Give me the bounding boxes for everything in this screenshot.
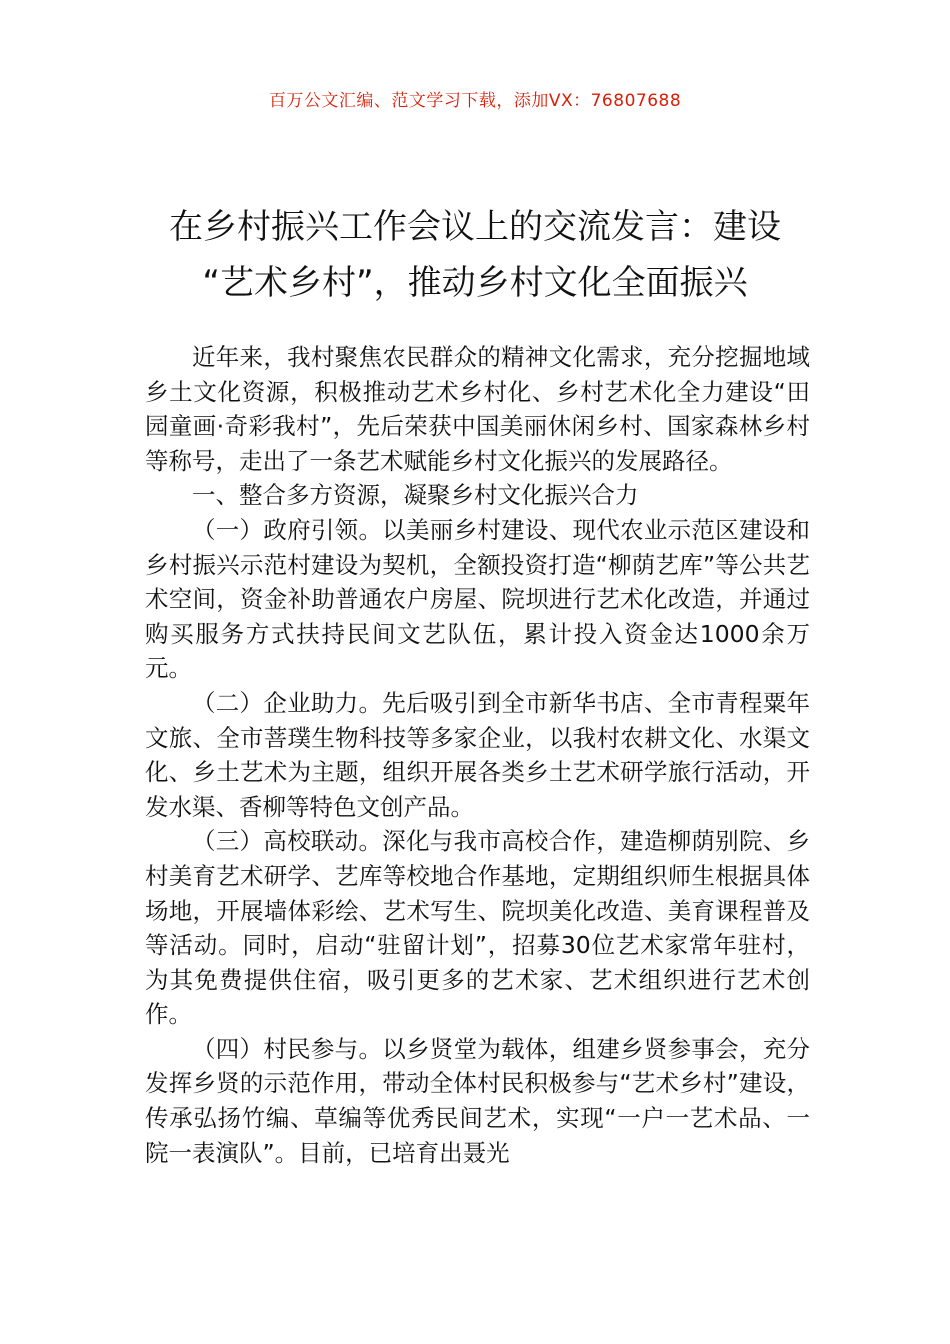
title-line-2: “艺术乡村”，推动乡村文化全面振兴 bbox=[202, 262, 748, 303]
paragraph-villager-participation: （四）村民参与。以乡贤堂为载体，组建乡贤参事会，充分发挥乡贤的示范作用，带动全体村民积极参与“艺术乡村”建设，传承弘扬竹编、草编等优秀民间艺术，实现“一户一艺术品、一院一表演队”。目前，已培育出聂光 bbox=[145, 1034, 810, 1167]
document-body bbox=[145, 340, 810, 1170]
paragraph-enterprise-help: （二）企业助力。先后吸引到全市新华书店、全市青程粟年文旅、全市菩璞生物科技等多家企业，以我村农耕文化、水渠文化、乡土艺术为主题，组织开展各类乡土艺术研学旅行活动，开发水渠、香柳等特色文创产品。 bbox=[145, 688, 810, 821]
paragraph-university-link: （三）高校联动。深化与我市高校合作，建造柳荫别院、乡村美育艺术研学、艺库等校地合作基地，定期组织师生根据具体场地，开展墙体彩绘、艺术写生、院坝美化改造、美育课程普及等活动。同时，启动“驻留计划”，招募30位艺术家常年驻村，为其免费提供住宿，吸引更多的艺术家、艺术组织进行艺术创作。 bbox=[145, 827, 810, 1029]
section-heading-1: 一、整合多方资源，凝聚乡村文化振兴合力 bbox=[192, 481, 639, 510]
title-line-1: 在乡村振兴工作会议上的交流发言：建设 bbox=[169, 206, 781, 247]
document-title bbox=[130, 199, 820, 311]
intro-paragraph: 近年来，我村聚焦农民群众的精神文化需求，充分挖掘地域乡土文化资源，积极推动艺术乡村化、乡村艺术化全力建设“田园童画·奇彩我村”，先后荣获中国美丽休闲乡村、国家森林乡村等称号，走出了一条艺术赋能乡村文化振兴的发展路径。 bbox=[145, 343, 810, 475]
paragraph-government-lead: （一）政府引领。以美丽乡村建设、现代农业示范区建设和乡村振兴示范村建设为契机，全额投资打造“柳荫艺库”等公共艺术空间，资金补助普通农户房屋、院坝进行艺术化改造，并通过购买服务方式扶持民间文艺队伍，累计投入资金达1000余万元。 bbox=[145, 515, 810, 683]
header-promo-note: 百万公文汇编、范文学习下载，添加VX：76807688 bbox=[268, 91, 682, 111]
